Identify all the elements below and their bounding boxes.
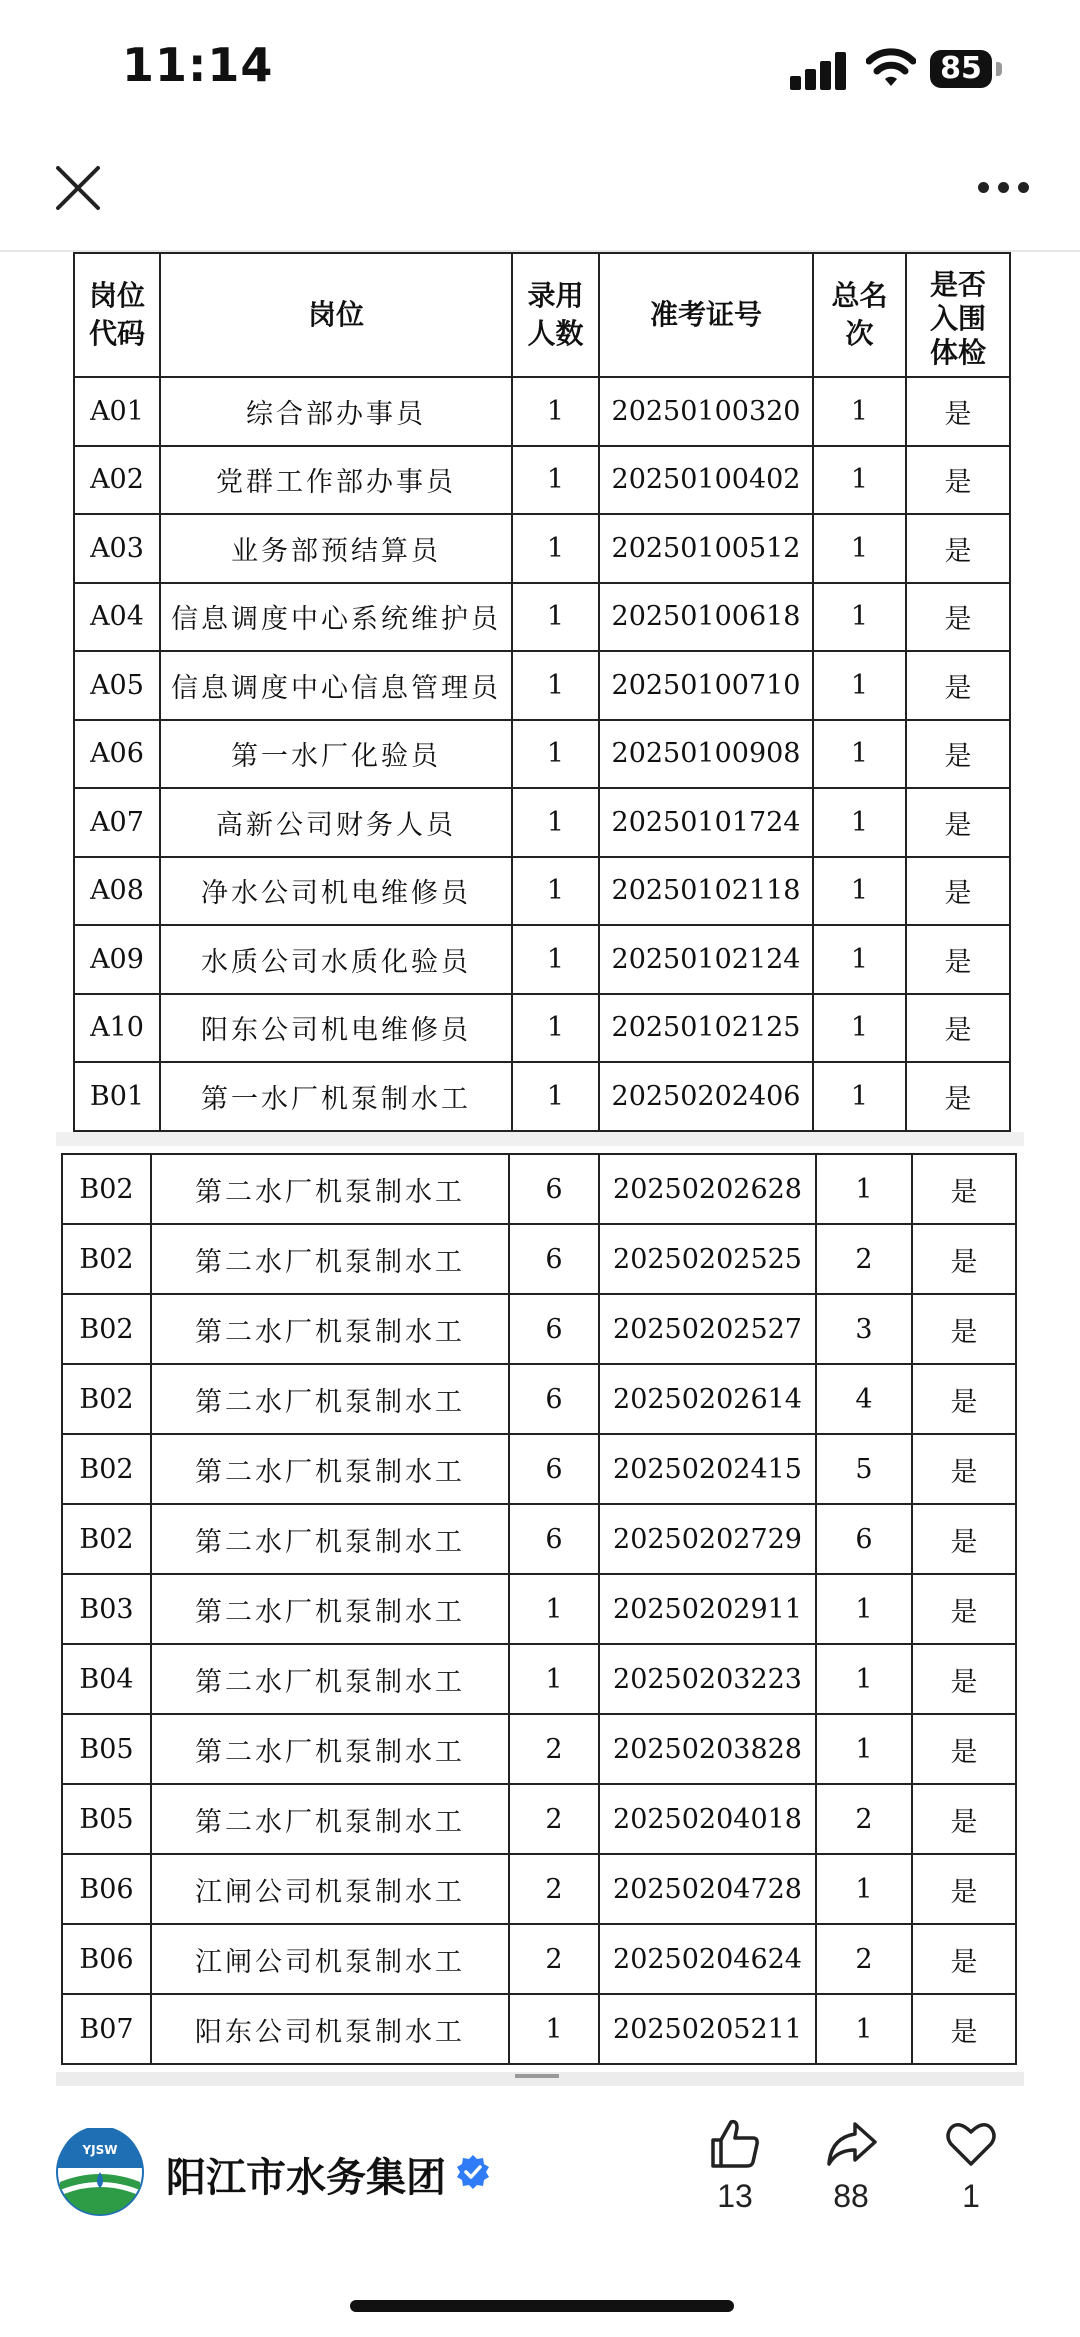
cell-exam-number: 20250202406 [599,1062,813,1131]
cell-hire-count: 1 [512,925,599,994]
logo-icon[interactable] [56,2128,144,2216]
table-row [74,446,1010,515]
cell-hire-count: 1 [512,857,599,926]
table-row [62,1714,1016,1784]
cell-hire-count: 1 [512,583,599,652]
cell-hire-count: 1 [509,1644,599,1714]
cell-exam-number: 20250100710 [599,651,813,720]
cell-post-code: A07 [74,788,160,857]
cell-post-code: A05 [74,651,160,720]
cell-exam-number: 20250101724 [599,788,813,857]
cell-post: 第二水厂机泵制水工 [151,1294,509,1364]
cell-total-rank: 1 [813,446,906,515]
cell-post-code: A04 [74,583,160,652]
header-exam-number: 准考证号 [599,253,813,377]
cell-post-code: A08 [74,857,160,926]
cell-physical-exam: 是 [912,1644,1016,1714]
cell-hire-count: 1 [509,1574,599,1644]
cell-hire-count: 2 [509,1854,599,1924]
cell-post-code: B03 [62,1574,151,1644]
cell-total-rank: 1 [813,651,906,720]
cell-total-rank: 2 [816,1924,912,1994]
logo-text: YJSW [82,2143,118,2157]
cell-exam-number: 20250205211 [599,1994,816,2064]
cell-hire-count: 1 [512,446,599,515]
cell-physical-exam: 是 [906,857,1010,926]
cell-exam-number: 20250202527 [599,1294,816,1364]
cell-exam-number: 20250100320 [599,377,813,446]
table-row [74,857,1010,926]
cell-post: 第一水厂机泵制水工 [160,1062,512,1131]
cell-post: 第二水厂机泵制水工 [151,1224,509,1294]
cell-exam-number: 20250202628 [599,1154,816,1224]
cell-total-rank: 1 [813,857,906,926]
table-row [62,1924,1016,1994]
cell-physical-exam: 是 [912,1434,1016,1504]
header-hire-count: 录用 人数 [512,253,599,377]
cell-exam-number: 20250102118 [599,857,813,926]
cell-exam-number: 20250204624 [599,1924,816,1994]
heart-icon [943,2116,999,2172]
cell-post-code: B06 [62,1924,151,1994]
results-table-top [73,252,1011,1132]
cell-post-code: B02 [62,1294,151,1364]
cell-hire-count: 6 [509,1154,599,1224]
cell-total-rank: 6 [816,1504,912,1574]
table-row [74,994,1010,1063]
table-row [62,1994,1016,2064]
verified-badge-icon [455,2154,491,2190]
cell-physical-exam: 是 [912,1714,1016,1784]
table-header-row [74,253,1010,377]
cell-post: 江闸公司机泵制水工 [151,1854,509,1924]
cell-exam-number: 20250202614 [599,1364,816,1434]
cell-hire-count: 1 [512,1062,599,1131]
cell-hire-count: 1 [509,1994,599,2064]
cell-hire-count: 6 [509,1224,599,1294]
table-row [74,651,1010,720]
cell-physical-exam: 是 [906,925,1010,994]
table-row [74,1062,1010,1131]
cell-hire-count: 6 [509,1434,599,1504]
status-bar [0,0,1080,140]
table-row [74,788,1010,857]
cell-total-rank: 1 [816,1994,912,2064]
cell-physical-exam: 是 [906,514,1010,583]
cell-total-rank: 1 [813,994,906,1063]
cell-post-code: B05 [62,1714,151,1784]
header-physical-exam: 是否 入围 体检 [906,253,1010,377]
cell-post-code: B01 [74,1062,160,1131]
thumbs-up-icon [707,2116,763,2172]
cell-post: 阳东公司机泵制水工 [151,1994,509,2064]
cell-exam-number: 20250202911 [599,1574,816,1644]
cell-post: 水质公司水质化验员 [160,925,512,994]
cell-exam-number: 20250203223 [599,1644,816,1714]
table-row [62,1364,1016,1434]
cell-hire-count: 6 [509,1364,599,1434]
cell-post: 第二水厂机泵制水工 [151,1574,509,1644]
table-row [74,583,1010,652]
cell-hire-count: 1 [512,994,599,1063]
wifi-icon [866,46,916,90]
cell-exam-number: 20250102124 [599,925,813,994]
table-row [74,925,1010,994]
cell-post-code: A10 [74,994,160,1063]
cell-post: 第二水厂机泵制水工 [151,1644,509,1714]
cell-post-code: A03 [74,514,160,583]
share-count: 88 [833,2178,869,2214]
cell-post: 阳东公司机电维修员 [160,994,512,1063]
table-row [62,1854,1016,1924]
battery-tip [996,62,1002,76]
cell-physical-exam: 是 [906,720,1010,789]
cell-total-rank: 1 [816,1714,912,1784]
cellular-signal-icon [790,52,848,90]
cell-post-code: B02 [62,1504,151,1574]
cell-total-rank: 1 [813,1062,906,1131]
cell-post: 第二水厂机泵制水工 [151,1714,509,1784]
cell-hire-count: 1 [512,514,599,583]
cell-post-code: A01 [74,377,160,446]
cell-post: 第二水厂机泵制水工 [151,1364,509,1434]
cell-physical-exam: 是 [906,377,1010,446]
cell-post: 第二水厂机泵制水工 [151,1784,509,1854]
cell-post-code: B02 [62,1224,151,1294]
cell-post-code: B02 [62,1154,151,1224]
cell-post: 信息调度中心系统维护员 [160,583,512,652]
cell-physical-exam: 是 [912,1784,1016,1854]
cell-hire-count: 2 [509,1784,599,1854]
table-row [62,1294,1016,1364]
cell-exam-number: 20250100402 [599,446,813,515]
cell-physical-exam: 是 [906,1062,1010,1131]
cell-physical-exam: 是 [912,1364,1016,1434]
cell-total-rank: 2 [816,1224,912,1294]
header-total-rank: 总名 次 [813,253,906,377]
cell-hire-count: 1 [512,788,599,857]
cell-hire-count: 1 [512,651,599,720]
cell-total-rank: 1 [813,788,906,857]
table-row [62,1574,1016,1644]
cell-physical-exam: 是 [912,1504,1016,1574]
cell-hire-count: 2 [509,1714,599,1784]
cell-post-code: A06 [74,720,160,789]
cell-total-rank: 3 [816,1294,912,1364]
cell-exam-number: 20250203828 [599,1714,816,1784]
cell-exam-number: 20250102125 [599,994,813,1063]
cell-total-rank: 1 [816,1574,912,1644]
document-image[interactable] [0,252,1080,2092]
cell-post: 信息调度中心信息管理员 [160,651,512,720]
cell-total-rank: 2 [816,1784,912,1854]
table-row [62,1784,1016,1854]
cell-exam-number: 20250204728 [599,1854,816,1924]
cell-total-rank: 1 [816,1154,912,1224]
cell-post-code: A09 [74,925,160,994]
cell-total-rank: 1 [816,1854,912,1924]
share-arrow-icon [823,2116,879,2172]
cell-physical-exam: 是 [912,1924,1016,1994]
table-row [74,377,1010,446]
status-time: 11:14 [122,38,274,92]
cell-post-code: B04 [62,1644,151,1714]
cell-total-rank: 5 [816,1434,912,1504]
cell-exam-number: 20250202729 [599,1504,816,1574]
cell-physical-exam: 是 [906,446,1010,515]
cell-total-rank: 1 [813,377,906,446]
cell-hire-count: 1 [512,377,599,446]
cell-post: 净水公司机电维修员 [160,857,512,926]
favorite-button[interactable] [926,2116,1016,2215]
header-post-code: 岗位 代码 [74,253,160,377]
cell-post: 第一水厂化验员 [160,720,512,789]
image-scroll-handle[interactable] [515,2074,559,2078]
cell-total-rank: 1 [813,514,906,583]
cell-exam-number: 20250100512 [599,514,813,583]
cell-total-rank: 1 [816,1644,912,1714]
cell-physical-exam: 是 [912,1224,1016,1294]
close-icon[interactable] [50,160,106,216]
cell-hire-count: 1 [512,720,599,789]
cell-physical-exam: 是 [912,1994,1016,2064]
account-name[interactable]: 阳江市水务集团 [166,2155,446,2201]
table-row [62,1224,1016,1294]
cell-physical-exam: 是 [906,994,1010,1063]
cell-physical-exam: 是 [906,583,1010,652]
favorite-count: 1 [962,2178,980,2214]
cell-physical-exam: 是 [912,1574,1016,1644]
cell-physical-exam: 是 [906,788,1010,857]
table-row [74,514,1010,583]
cell-post: 党群工作部办事员 [160,446,512,515]
cell-total-rank: 1 [813,583,906,652]
cell-physical-exam: 是 [912,1294,1016,1364]
cell-post: 第二水厂机泵制水工 [151,1154,509,1224]
cell-post-code: B05 [62,1784,151,1854]
cell-post: 第二水厂机泵制水工 [151,1504,509,1574]
cell-post: 综合部办事员 [160,377,512,446]
cell-post-code: B06 [62,1854,151,1924]
cell-physical-exam: 是 [906,651,1010,720]
table-row [62,1434,1016,1504]
cell-post-code: A02 [74,446,160,515]
cell-hire-count: 6 [509,1294,599,1364]
table-row [62,1504,1016,1574]
cell-total-rank: 1 [813,720,906,789]
cell-exam-number: 20250202525 [599,1224,816,1294]
table-row [62,1154,1016,1224]
like-button[interactable] [690,2116,780,2215]
cell-physical-exam: 是 [912,1154,1016,1224]
table-row [74,720,1010,789]
cell-physical-exam: 是 [912,1854,1016,1924]
header-post: 岗位 [160,253,512,377]
table-row [62,1644,1016,1714]
results-table-bottom [61,1153,1017,2065]
cell-post-code: B02 [62,1364,151,1434]
cell-exam-number: 20250100908 [599,720,813,789]
cell-hire-count: 6 [509,1504,599,1574]
cell-post: 高新公司财务人员 [160,788,512,857]
cell-post: 江闸公司机泵制水工 [151,1924,509,1994]
cell-post: 第二水厂机泵制水工 [151,1434,509,1504]
image-page-separator [56,1132,1024,1146]
battery-level: 85 [930,50,992,88]
cell-exam-number: 20250204018 [599,1784,816,1854]
share-button[interactable] [806,2116,896,2215]
cell-post-code: B02 [62,1434,151,1504]
more-icon[interactable] [974,172,1034,202]
cell-post: 业务部预结算员 [160,514,512,583]
cell-total-rank: 4 [816,1364,912,1434]
cell-exam-number: 20250100618 [599,583,813,652]
cell-exam-number: 20250202415 [599,1434,816,1504]
like-count: 13 [717,2178,753,2214]
home-indicator[interactable] [350,2300,734,2312]
cell-total-rank: 1 [813,925,906,994]
cell-post-code: B07 [62,1994,151,2064]
cell-hire-count: 2 [509,1924,599,1994]
